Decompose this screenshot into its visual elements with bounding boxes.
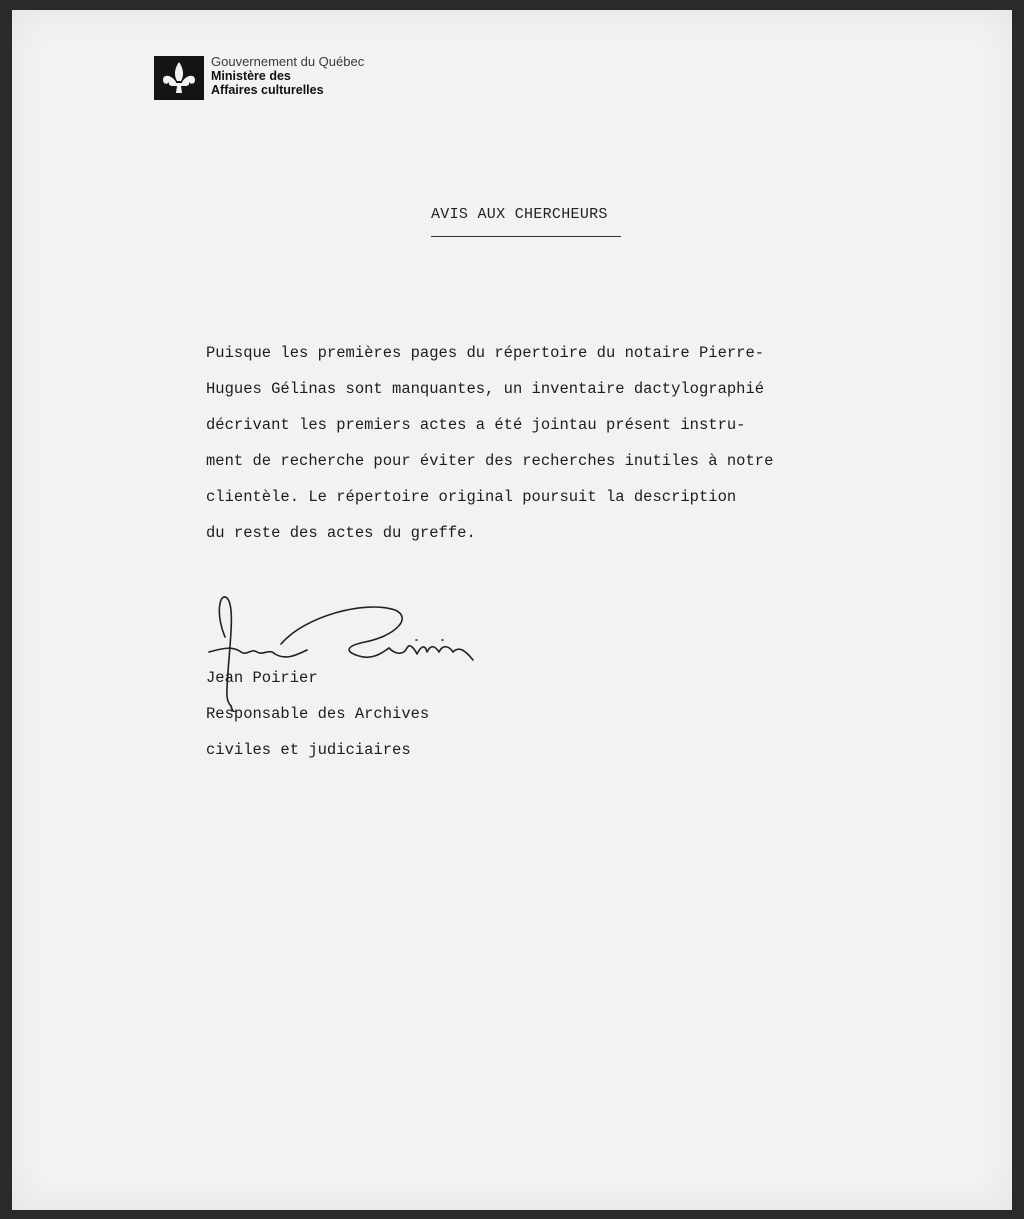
body-line: Puisque les premières pages du répertoire du notaire Pierre-: [206, 344, 765, 362]
notice-title: AVIS AUX CHERCHEURS: [431, 206, 608, 223]
body-line: clientèle. Le répertoire original poursuit la description: [206, 488, 737, 506]
body-line: décrivant les premiers actes a été jointau présent instru-: [206, 416, 746, 434]
title-underline: [431, 236, 621, 237]
letterhead: [154, 56, 364, 100]
signer-role-line2: civiles et judiciaires: [206, 741, 411, 759]
body-line: ment de recherche pour éviter des recherches inutiles à notre: [206, 452, 774, 470]
document-page: [12, 10, 1012, 1210]
body-line: du reste des actes du greffe.: [206, 524, 476, 542]
government-name: Gouvernement du Québec: [211, 54, 365, 69]
ministry-name-line1: Ministère des: [211, 69, 291, 83]
ministry-name-line2: Affaires culturelles: [211, 83, 324, 97]
fleur-de-lis-icon: [154, 56, 204, 100]
signature-block: [206, 660, 429, 768]
signer-role-line1: Responsable des Archives: [206, 705, 430, 723]
body-line: Hugues Gélinas sont manquantes, un inventaire dactylographié: [206, 380, 765, 398]
signer-name: Jean Poirier: [206, 669, 318, 687]
notice-body: [206, 335, 846, 551]
